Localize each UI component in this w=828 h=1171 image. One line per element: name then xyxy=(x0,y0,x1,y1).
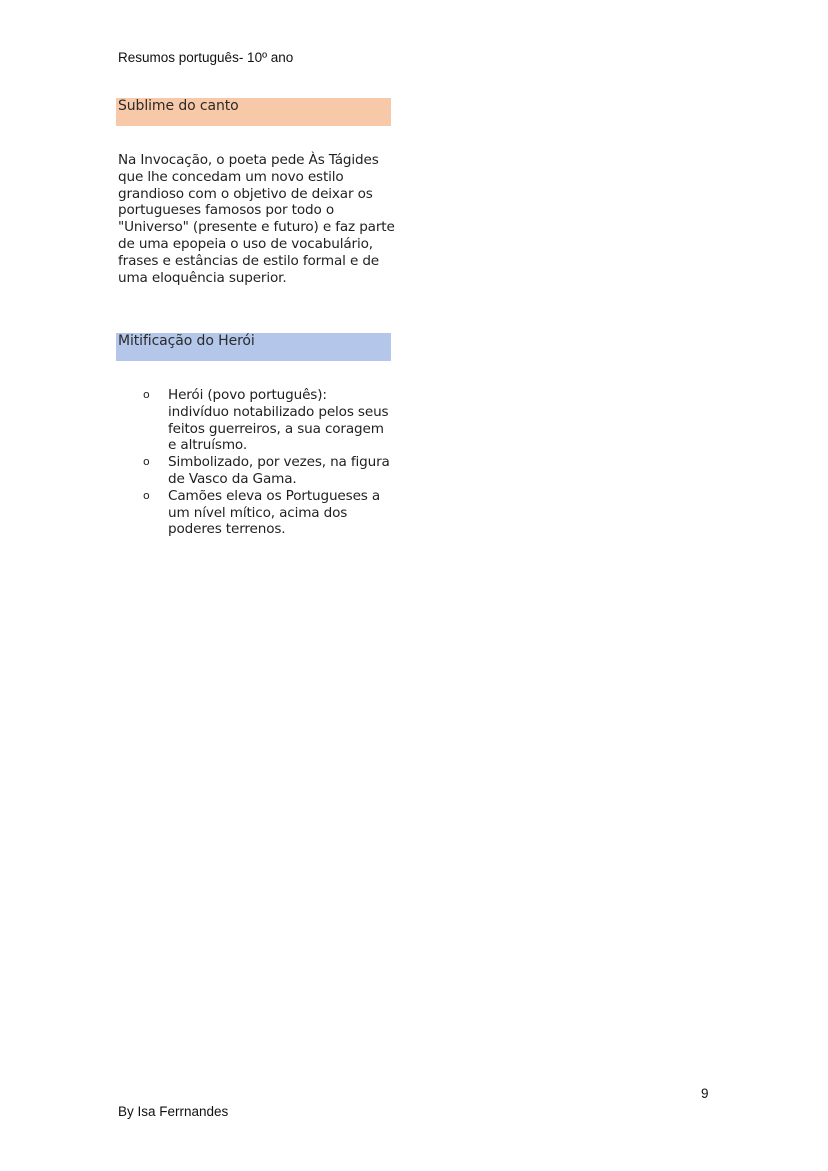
list-item xyxy=(140,454,390,488)
document-footer: By Isa Ferrnandes xyxy=(118,1104,229,1119)
list-item-text: Camões eleva os Portugueses a um nível mítico, acima dos poderes terrenos. xyxy=(168,487,381,538)
section-paragraph: Na Invocação, o poeta pede Às Tágides que lhe concedam um novo estilo grandioso com o objetivo de deixar os portugueses famosos por todo o "Universo" (presente e futuro) e faz parte de uma epopeia o uso de vocabulário, frases e estâncias de estilo formal e de uma eloquência superior. xyxy=(118,152,395,286)
section-heading-sublime-do-canto xyxy=(116,98,391,126)
document-header: Resumos português- 10º ano xyxy=(118,50,294,65)
section-title: Sublime do canto xyxy=(118,98,239,114)
bullet-list xyxy=(140,387,390,538)
page-number: 9 xyxy=(701,1086,709,1101)
section-heading-mitificacao-do-heroi xyxy=(116,333,391,361)
hollow-bullet-icon: o xyxy=(143,455,150,469)
hollow-bullet-icon: o xyxy=(143,388,150,401)
section-title: Mitificação do Herói xyxy=(118,333,255,349)
list-item xyxy=(140,488,390,538)
list-item-text: Herói (povo português): indivíduo notabilizado pelos seus feitos guerreiros, a sua coragem e altruísmo. xyxy=(168,387,389,454)
list-item-text: Simbolizado, por vezes, na figura de Vasco da Gama. xyxy=(168,454,390,487)
hollow-bullet-icon: o xyxy=(143,488,150,502)
list-item xyxy=(140,387,390,454)
